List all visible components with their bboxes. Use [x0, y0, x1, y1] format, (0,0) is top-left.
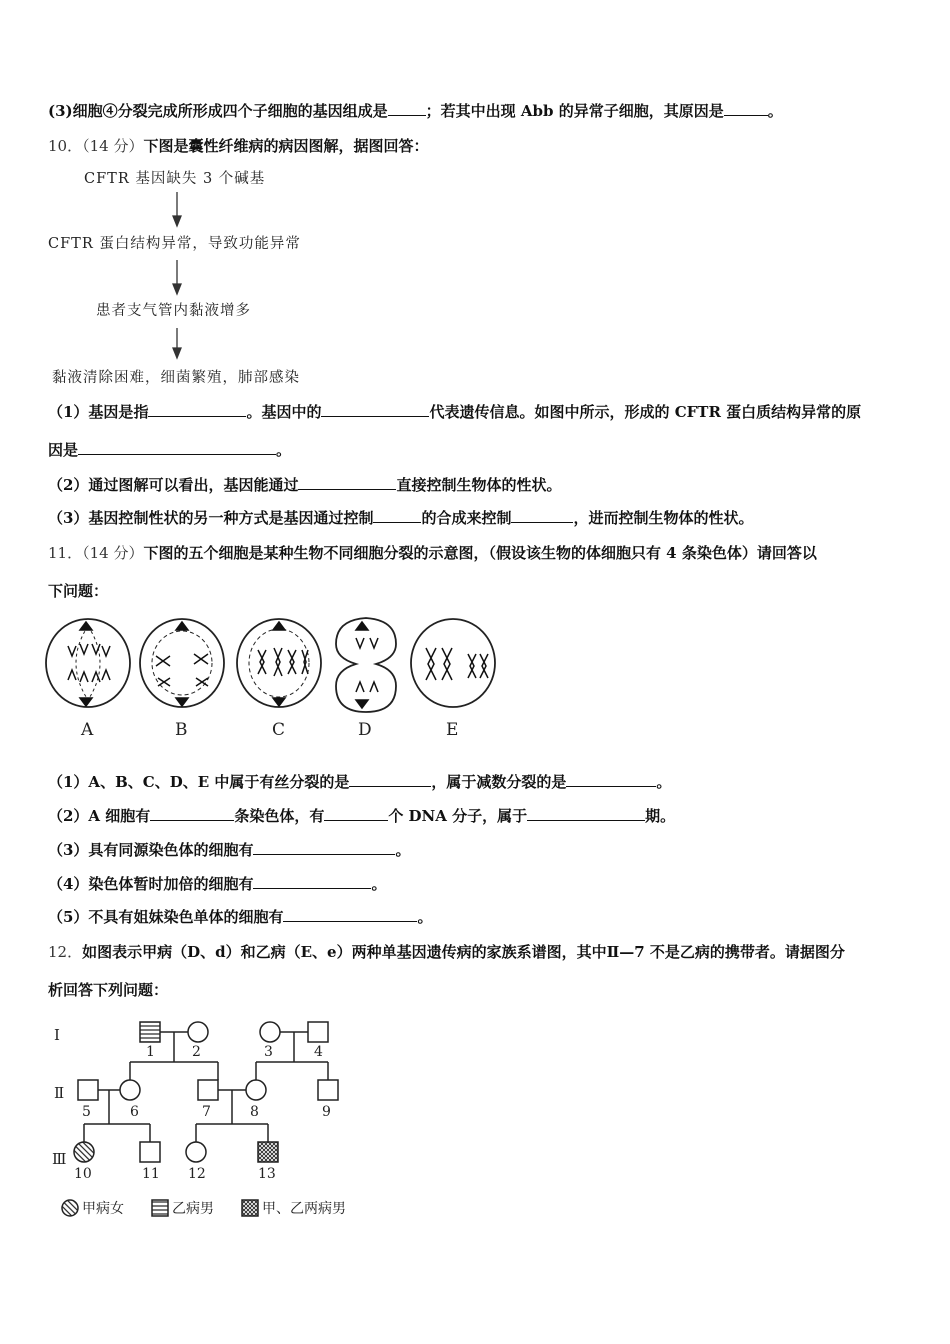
answer-blank[interactable]: [283, 907, 417, 922]
individual-number: 4: [314, 1044, 323, 1060]
individual-number: 3: [264, 1044, 273, 1060]
individual-9: [318, 1080, 338, 1100]
q10-part2: [48, 475, 561, 495]
individual-number: 1: [146, 1044, 155, 1060]
legend-swatch-c: [242, 1200, 258, 1216]
q11-p4-text-a: （4）染色体暂时加倍的细胞有: [48, 875, 254, 893]
answer-blank[interactable]: [511, 508, 573, 523]
q9-part3: [48, 101, 783, 121]
cell-a-centrosome-top: [80, 622, 92, 630]
answer-blank[interactable]: [388, 101, 426, 116]
generation-label-i: Ⅰ: [54, 1026, 60, 1044]
cell-b-centrosome-top: [176, 622, 188, 630]
q11-stem-cont: 下问题：: [48, 582, 109, 600]
flow-step-1: CFTR 基因缺失 3 个碱基: [84, 171, 266, 187]
cell-c-centrosome-bottom: [273, 698, 285, 706]
q11-stem: [48, 543, 817, 563]
individual-4: [308, 1022, 328, 1042]
q11-part3: [48, 840, 410, 860]
pedigree-chart: [46, 1012, 376, 1227]
individual-6: [120, 1080, 140, 1100]
individual-12: [186, 1142, 206, 1162]
generation-label-ii: Ⅱ: [54, 1084, 65, 1102]
q10-stem-text: 下图是囊性纤维病的病因图解，据图回答：: [143, 137, 429, 155]
q9-part3-text-a: (3)细胞④分裂完成所形成四个子细胞的基因组成是: [48, 102, 388, 120]
q11-stem-text: 下图的五个细胞是某种生物不同细胞分裂的示意图，（假设该生物的体细胞只有 4 条染色体）请回答以: [143, 544, 817, 562]
individual-3: [260, 1022, 280, 1042]
q11-p3-text-b: 。: [395, 841, 411, 859]
q9-part3-text-b: ；若其中出现 Abb 的异常子细胞，其原因是: [425, 102, 724, 120]
q12-stem-text: 如图表示甲病（D、d）和乙病（E、e）两种单基因遗传病的家族系谱图，其中Ⅱ—7 不是乙病的携带者。请据图分: [82, 943, 845, 961]
q11-p4-text-b: 。: [371, 875, 387, 893]
answer-blank[interactable]: [253, 840, 395, 855]
individual-2: [188, 1022, 208, 1042]
q11-p2-text-c: 个 DNA 分子，属于: [388, 807, 528, 825]
cell-label-a: A: [81, 720, 94, 740]
cell-a-centrosome-bottom: [80, 698, 92, 706]
q10-p3-text-b: 的合成来控制: [421, 509, 512, 527]
flow-arrowhead-2: [173, 284, 181, 294]
answer-blank[interactable]: [527, 806, 645, 821]
individual-7: [198, 1080, 218, 1100]
answer-blank[interactable]: [298, 475, 396, 490]
q11-p3-text-a: （3）具有同源染色体的细胞有: [48, 841, 254, 859]
individual-number: 2: [192, 1044, 201, 1060]
answer-blank[interactable]: [566, 772, 656, 787]
q11-p2-text-b: 条染色体，有: [234, 807, 325, 825]
individual-number: 9: [322, 1104, 331, 1120]
q11-p2-text-a: （2）A 细胞有: [48, 807, 151, 825]
q10-p1-text-e: 。: [276, 441, 292, 459]
individual-number: 7: [202, 1104, 211, 1120]
q11-part5: [48, 907, 432, 927]
q10-p3-text-c: ，进而控制生物体的性状。: [573, 509, 754, 527]
q10-number: 10．（14 分）: [48, 137, 144, 155]
flow-arrowhead-3: [173, 348, 181, 358]
flow-arrows: [168, 188, 188, 368]
generation-label-iii: Ⅲ: [52, 1150, 67, 1168]
legend-label-b: 乙病男: [172, 1201, 214, 1217]
individual-number: 11: [142, 1166, 160, 1182]
q10-p1-text-c: 代表遗传信息。如图中所示，形成的 CFTR 蛋白质结构异常的原: [429, 403, 862, 421]
q10-p1-text-d: 因是: [48, 441, 79, 459]
cell-label-c: C: [272, 720, 286, 740]
q10-p1-text-b: 。基因中的: [246, 403, 322, 421]
individual-11: [140, 1142, 160, 1162]
answer-blank[interactable]: [253, 874, 371, 889]
q12-number: 12．: [48, 943, 83, 961]
q10-p2-text-b: 直接控制生物体的性状。: [396, 476, 562, 494]
individual-number: 8: [250, 1104, 259, 1120]
q11-number: 11．（14 分）: [48, 544, 144, 562]
individual-number: 10: [74, 1166, 92, 1182]
q11-p5-text-a: （5）不具有姐妹染色单体的细胞有: [48, 908, 284, 926]
flow-step-2: CFTR 蛋白结构异常，导致功能异常: [48, 236, 301, 252]
cell-e-membrane: [411, 619, 495, 707]
answer-blank[interactable]: [321, 402, 429, 417]
q10-p2-text-a: （2）通过图解可以看出，基因能通过: [48, 476, 299, 494]
q10-stem: [48, 136, 428, 156]
flow-step-3: 患者支气管内黏液增多: [96, 303, 251, 319]
answer-blank[interactable]: [150, 806, 234, 821]
q11-part4: [48, 874, 386, 894]
cell-label-b: B: [175, 720, 188, 740]
cell-a-membrane: [46, 619, 130, 707]
answer-blank[interactable]: [373, 508, 421, 523]
q10-p1-text-a: （1）基因是指: [48, 403, 149, 421]
individual-13: [258, 1142, 278, 1162]
cell-d-membrane: [336, 618, 396, 712]
cell-c-centrosome-top: [273, 622, 285, 630]
flow-arrowhead-1: [173, 216, 181, 226]
q11-part2: [48, 806, 675, 826]
individual-5: [78, 1080, 98, 1100]
q11-p1-text-a: （1）A、B、C、D、E 中属于有丝分裂的是: [48, 773, 350, 791]
q11-p1-text-c: 。: [656, 773, 672, 791]
q11-part1: [48, 772, 671, 792]
cell-b-membrane: [140, 619, 224, 707]
individual-number: 13: [258, 1166, 276, 1182]
individual-8: [246, 1080, 266, 1100]
q12-stem-cont: 析回答下列问题：: [48, 981, 169, 999]
individual-number: 5: [82, 1104, 91, 1120]
answer-blank[interactable]: [78, 440, 276, 455]
flow-step-4: 黏液清除困难，细菌繁殖，肺部感染: [52, 370, 300, 386]
legend-label-c: 甲、乙两病男: [262, 1201, 346, 1217]
q10-part1-cont: [48, 440, 291, 460]
q11-p2-text-d: 期。: [645, 807, 676, 825]
individual-number: 12: [188, 1166, 206, 1182]
legend-swatch-a: [62, 1200, 78, 1216]
individual-10: [74, 1142, 94, 1162]
answer-blank[interactable]: [148, 402, 246, 417]
cell-label-d: D: [358, 720, 372, 740]
cell-b-centrosome-bottom: [176, 698, 188, 706]
answer-blank[interactable]: [324, 806, 388, 821]
legend-swatch-b: [152, 1200, 168, 1216]
q11-p1-text-b: ，属于减数分裂的是: [431, 773, 567, 791]
cell-division-figure: [40, 608, 510, 743]
answer-blank[interactable]: [724, 101, 768, 116]
q12-stem: [48, 942, 845, 962]
answer-blank[interactable]: [349, 772, 431, 787]
individual-1: [140, 1022, 160, 1042]
legend-label-a: 甲病女: [82, 1201, 124, 1217]
q10-part1: [48, 402, 861, 422]
q9-part3-text-c: 。: [767, 102, 783, 120]
individual-number: 6: [130, 1104, 139, 1120]
q10-p3-text-a: （3）基因控制性状的另一种方式是基因通过控制: [48, 509, 374, 527]
cell-label-e: E: [446, 720, 459, 740]
q10-part3: [48, 508, 753, 528]
q11-p5-text-b: 。: [417, 908, 433, 926]
